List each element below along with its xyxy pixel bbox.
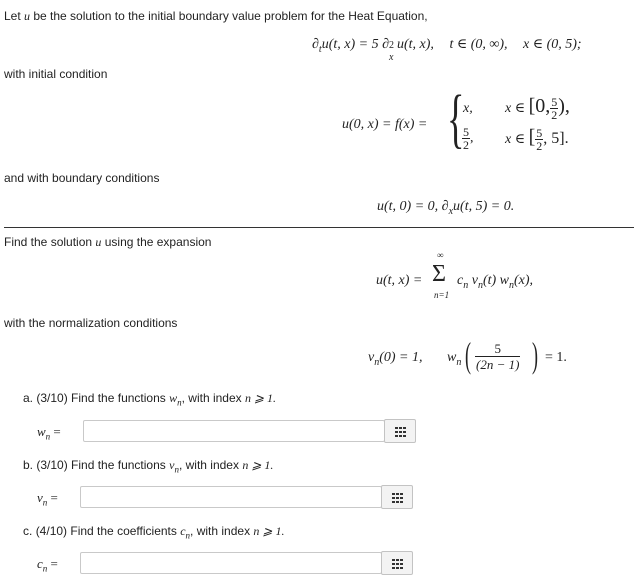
piecewise-brace: { [447,82,465,155]
normalization-label: with the normalization conditions [4,316,178,330]
left-paren: ( [465,335,471,375]
heat-equation: $\partial_tu(t$, x) = 5 ∂ 2 x u(t, x), t ∈ (0, ∞), x ∈ (0, 5); [312,37,582,63]
expansion-term: $c_n$ $v_n(t)$ $w_n(x)$, [457,273,534,291]
normalization-v: $v_n(0) = 1$, [368,350,423,368]
sum-sigma: Σ [432,261,446,287]
right-paren: ) [532,335,538,375]
sum-upper-limit: ∞ [437,250,444,260]
keypad-grid-icon [392,559,404,569]
case1-value: x, [463,101,473,116]
part-c-prompt: c. (4/10) Find the coefficients $c_n$, with index n ⩾ 1. [23,524,285,541]
part-a-input-label: $w_n$ = [37,424,61,442]
initial-condition-lhs: u(0, x) = f(x) = [342,117,428,132]
case2-value: $\frac{5}{2}$ , [463,125,474,152]
normalization-fraction: $\frac{5}{(2n - 1)}$ [476,341,520,372]
answer-c-input[interactable] [80,552,382,574]
divider [4,227,634,228]
boundary-condition-label: and with boundary conditions [4,171,160,185]
part-b-input-label: $v_n$ = [37,490,58,508]
boundary-conditions: u(t, 0) = 0, $\partial_xu(t$, 5) = 0. [377,199,515,217]
math-palette-button-a[interactable] [384,419,416,443]
answer-w-input[interactable] [83,420,385,442]
sum-lower-limit: n=1 [434,290,450,300]
part-c-input-label: $c_n$ = [37,556,58,574]
expansion-label: Find the solution u using the expansion [4,235,212,249]
normalization-w: $w_n$ [447,350,462,368]
math-palette-button-c[interactable] [381,551,413,575]
math-palette-button-b[interactable] [381,485,413,509]
keypad-grid-icon [395,427,407,437]
case1-condition: x ∈ [0, $\frac{5}{2}$ ), [505,95,570,123]
keypad-grid-icon [392,493,404,503]
expansion-lhs: u(t, x) = [376,273,423,288]
answer-v-input[interactable] [80,486,382,508]
intro-text: Let u be the solution to the initial boundary value problem for the Heat Equation, [4,9,428,23]
case2-condition: x ∈ [ $\frac{5}{2}$ , 5]. [505,126,569,154]
initial-condition-label: with initial condition [4,67,108,81]
part-a-prompt: a. (3/10) Find the functions $w_n$, with index n ⩾ 1. [23,391,277,408]
normalization-end: = 1. [545,350,567,365]
part-b-prompt: b. (3/10) Find the functions $v_n$, with index n ⩾ 1. [23,458,274,475]
